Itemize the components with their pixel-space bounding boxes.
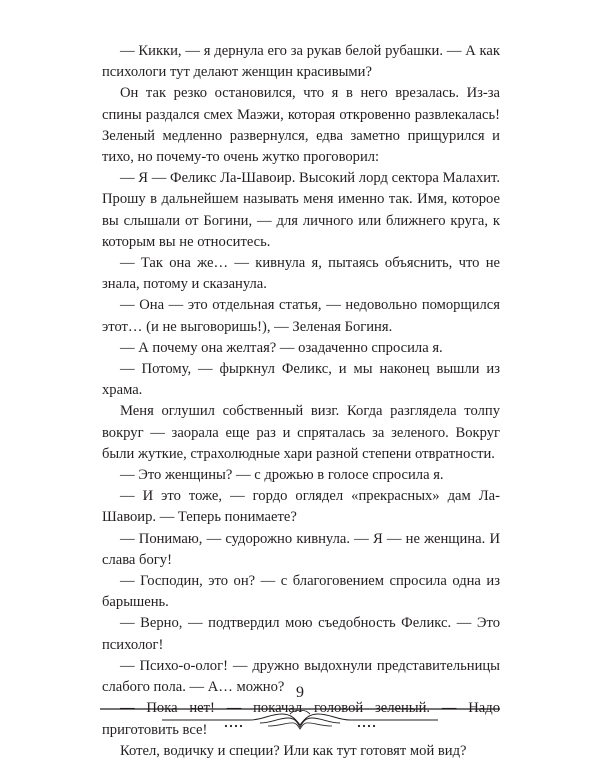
body-text [102, 41, 500, 762]
paragraph: — Психо-о-олог! — дружно выдохнули представительницы слабого пола. — А… можно? [102, 657, 500, 696]
paragraph: — Она — это отдельная статья, — недовольно поморщился этот… (и не выговоришь!), — Зеленая Богиня. [102, 297, 500, 335]
paragraph: — Господин, это он? — с благоговением спросила одна из барышень. [102, 573, 500, 611]
paragraph: Он так резко остановился, что я в него врезалась. Из-за спины раздался смех Маэжи, которая откровенно развлекалась! Зеленый медленно развернулся, едва заметно прищурился и тихо, но почему-то очень жутко проговорил: [102, 85, 500, 166]
paragraph: — Это женщины? — с дрожью в голосе спросила я. [120, 467, 444, 484]
paragraph: Котел, водичку и специи? Или как тут готовят мой вид? [120, 742, 467, 759]
ornament-divider-icon [100, 701, 500, 731]
page-footer [0, 683, 600, 733]
paragraph: — Пока нет! — покачал головой зеленый. — Надо приготовить все! [102, 700, 500, 738]
paragraph: — Верно, — подтвердил мою съедобность Феликс. — Это психолог! [102, 615, 500, 653]
paragraph: — Понимаю, — судорожно кивнула. — Я — не женщина. И слава богу! [102, 530, 500, 568]
paragraph: Меня оглушил собственный визг. Когда разглядела толпу вокруг — заорала еще раз и спряталась за зеленого. Вокруг были жуткие, страхолюдные хари разной степени отвратности. [102, 403, 500, 462]
paragraph: — Так она же… — кивнула я, пытаясь объяснить, что не знала, потому и сказанула. [102, 255, 500, 293]
paragraph: — Потому, — фыркнул Феликс, и мы наконец вышли из храма. [102, 361, 500, 399]
paragraph: — А почему она желтая? — озадаченно спросила я. [120, 339, 443, 356]
paragraph: — Кикки, — я дернула его за рукав белой рубашки. — А как психологи тут делают женщин красивыми? [102, 43, 500, 81]
paragraph: — Я — Феликс Ла-Шавоир. Высокий лорд сектора Малахит. Прошу в дальнейшем называть меня именно так. Имя, которое вы слышали от Богини, — для личного или ближнего круга, к которым вы не относитесь. [102, 170, 500, 250]
paragraph: — И это тоже, — гордо оглядел «прекрасных» дам Ла-Шавоир. — Теперь понимаете? [102, 488, 500, 526]
page-number: 9 [296, 684, 304, 701]
